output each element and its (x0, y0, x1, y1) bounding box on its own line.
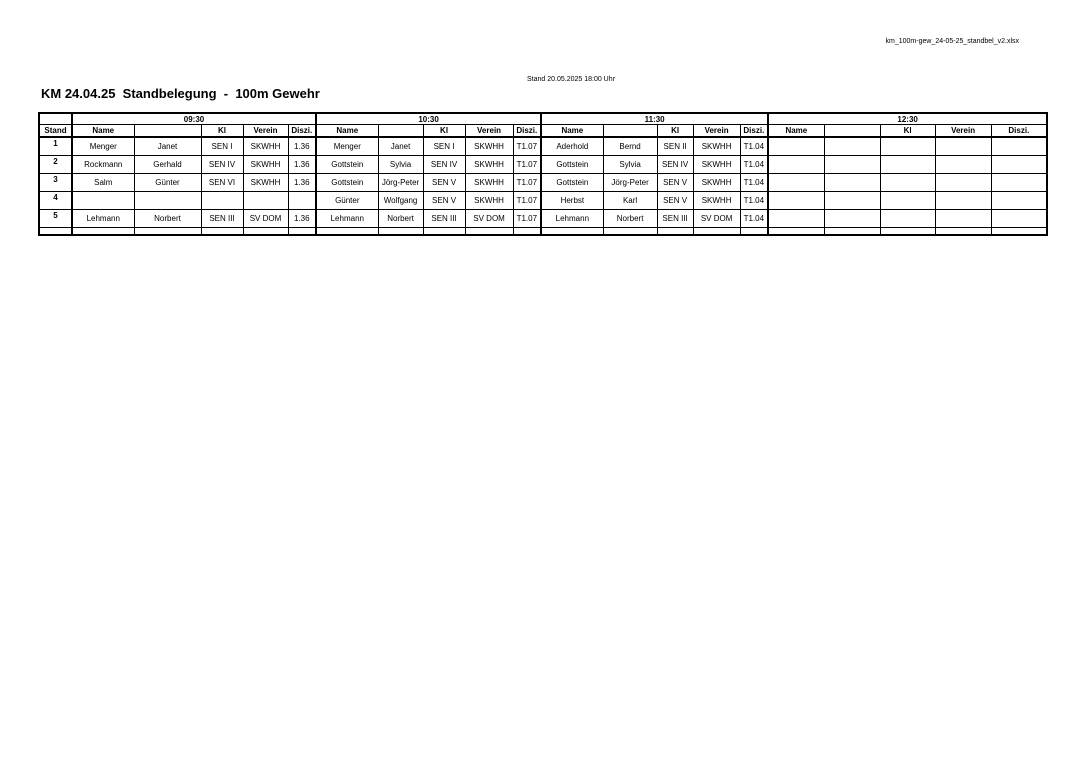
table-cell: SKWHH (693, 192, 740, 210)
table-cell (824, 210, 880, 228)
table-cell: Sylvia (603, 156, 657, 174)
column-header: Verein (465, 125, 513, 138)
table-cell: SV DOM (693, 210, 740, 228)
table-cell (465, 228, 513, 236)
table-cell: SEN V (657, 192, 693, 210)
table-cell: T1.07 (513, 210, 541, 228)
column-header-row (39, 125, 1047, 138)
table-cell (201, 228, 243, 236)
table-cell (72, 192, 134, 210)
table-cell (768, 174, 824, 192)
column-header: Kl (657, 125, 693, 138)
stand-column-header: Stand (39, 125, 72, 138)
table-row (39, 137, 1047, 156)
table-cell (880, 137, 935, 156)
table-cell: 1.36 (288, 174, 316, 192)
table-cell: T1.04 (740, 192, 768, 210)
table-cell: Menger (72, 137, 134, 156)
table-cell: SKWHH (693, 156, 740, 174)
table-cell (935, 156, 991, 174)
stand-number: 5 (39, 210, 72, 228)
table-cell (880, 210, 935, 228)
table-cell: SKWHH (243, 137, 288, 156)
table-cell (991, 156, 1047, 174)
table-cell (880, 174, 935, 192)
column-header: Name (72, 125, 134, 138)
table-cell (693, 228, 740, 236)
table-cell (768, 137, 824, 156)
table-cell: Gottstein (316, 156, 378, 174)
table-cell: Norbert (603, 210, 657, 228)
table-cell (991, 174, 1047, 192)
table-cell (880, 192, 935, 210)
corner-cell (39, 113, 72, 125)
table-cell: Jörg-Peter (603, 174, 657, 192)
table-cell: Rockmann (72, 156, 134, 174)
column-header: Diszi. (740, 125, 768, 138)
table-cell (288, 192, 316, 210)
column-header (603, 125, 657, 138)
column-header (378, 125, 423, 138)
table-cell (288, 228, 316, 236)
table-cell: Menger (316, 137, 378, 156)
table-cell (657, 228, 693, 236)
time-slot-header: 11:30 (541, 113, 768, 125)
table-cell: Jörg-Peter (378, 174, 423, 192)
time-slot-header: 10:30 (316, 113, 541, 125)
table-cell (603, 228, 657, 236)
table-cell: Bernd (603, 137, 657, 156)
table-cell: Herbst (541, 192, 603, 210)
table-cell: Gerhald (134, 156, 201, 174)
table-cell: T1.04 (740, 137, 768, 156)
table-cell (880, 156, 935, 174)
time-header-row (39, 113, 1047, 125)
standbelegung-table (38, 112, 1048, 236)
table-cell (134, 228, 201, 236)
column-header: Verein (935, 125, 991, 138)
column-header: Kl (880, 125, 935, 138)
table-cell: SEN VI (201, 174, 243, 192)
column-header: Diszi. (513, 125, 541, 138)
table-cell (991, 210, 1047, 228)
table-cell (541, 228, 603, 236)
table-cell: SEN IV (201, 156, 243, 174)
column-header: Name (768, 125, 824, 138)
table-cell (243, 228, 288, 236)
table-cell (316, 228, 378, 236)
column-header: Diszi. (288, 125, 316, 138)
table-row (39, 210, 1047, 228)
table-cell (513, 228, 541, 236)
table-row (39, 156, 1047, 174)
table-cell: T1.07 (513, 137, 541, 156)
table-cell: Gottstein (316, 174, 378, 192)
column-header: Name (316, 125, 378, 138)
file-name: km_100m-gew_24-05-25_standbel_v2.xlsx (885, 38, 1019, 45)
table-cell: SKWHH (693, 137, 740, 156)
time-slot-header: 09:30 (72, 113, 316, 125)
table-cell: SEN IV (657, 156, 693, 174)
table-cell: Günter (134, 174, 201, 192)
table-cell: SEN V (423, 174, 465, 192)
table-cell: T1.07 (513, 192, 541, 210)
table-cell: SV DOM (243, 210, 288, 228)
table-cell: Gottstein (541, 174, 603, 192)
table-cell: SEN I (423, 137, 465, 156)
stand-number: 4 (39, 192, 72, 210)
table-cell (243, 192, 288, 210)
table-cell (824, 174, 880, 192)
table-cell: SV DOM (465, 210, 513, 228)
table-cell: Janet (134, 137, 201, 156)
table-cell: Salm (72, 174, 134, 192)
stand-number: 3 (39, 174, 72, 192)
table-cell: T1.04 (740, 174, 768, 192)
table-row (39, 174, 1047, 192)
table-cell: SKWHH (465, 174, 513, 192)
table-cell (768, 192, 824, 210)
table-cell: Norbert (378, 210, 423, 228)
table-cell: T1.04 (740, 210, 768, 228)
table-cell (378, 228, 423, 236)
table-cell (991, 137, 1047, 156)
table-cell (39, 228, 72, 236)
table-cell (880, 228, 935, 236)
table-cell: 1.36 (288, 156, 316, 174)
table-cell: SEN III (201, 210, 243, 228)
table-cell: T1.04 (740, 156, 768, 174)
table-cell (935, 174, 991, 192)
column-header: Diszi. (991, 125, 1047, 138)
table-cell: Norbert (134, 210, 201, 228)
table-cell (72, 228, 134, 236)
table-cell (935, 210, 991, 228)
table-cell: SEN V (423, 192, 465, 210)
table-cell: SEN III (423, 210, 465, 228)
column-header: Verein (243, 125, 288, 138)
column-header (134, 125, 201, 138)
table-cell: SEN IV (423, 156, 465, 174)
table-cell (991, 228, 1047, 236)
table-cell: Lehmann (72, 210, 134, 228)
table-cell (824, 192, 880, 210)
table-cell (935, 137, 991, 156)
table-cell (935, 192, 991, 210)
table-cell (991, 192, 1047, 210)
stand-number: 1 (39, 137, 72, 156)
column-header (824, 125, 880, 138)
table-cell (134, 192, 201, 210)
table-cell: T1.07 (513, 156, 541, 174)
table-cell (740, 228, 768, 236)
empty-row (39, 228, 1047, 236)
table-cell: SKWHH (465, 192, 513, 210)
table-cell (423, 228, 465, 236)
table-cell: SKWHH (243, 156, 288, 174)
table-cell (824, 137, 880, 156)
page-title: KM 24.04.25 Standbelegung - 100m Gewehr (41, 86, 320, 101)
table-cell (768, 156, 824, 174)
table-cell: SEN III (657, 210, 693, 228)
table-cell: 1.36 (288, 137, 316, 156)
column-header: Kl (423, 125, 465, 138)
table-cell: Sylvia (378, 156, 423, 174)
table-cell: SKWHH (693, 174, 740, 192)
table-cell: Wolfgang (378, 192, 423, 210)
table-cell: Karl (603, 192, 657, 210)
column-header: Name (541, 125, 603, 138)
time-slot-header: 12:30 (768, 113, 1047, 125)
table-cell (201, 192, 243, 210)
table-cell: 1.36 (288, 210, 316, 228)
table-cell: Janet (378, 137, 423, 156)
stand-number: 2 (39, 156, 72, 174)
table-row (39, 192, 1047, 210)
table-cell: Lehmann (541, 210, 603, 228)
table-cell (768, 210, 824, 228)
table-cell: SEN II (657, 137, 693, 156)
table-cell: SEN V (657, 174, 693, 192)
table-cell (935, 228, 991, 236)
column-header: Verein (693, 125, 740, 138)
table-cell: Günter (316, 192, 378, 210)
table-cell: T1.07 (513, 174, 541, 192)
table-cell: Gottstein (541, 156, 603, 174)
table-cell: Lehmann (316, 210, 378, 228)
column-header: Kl (201, 125, 243, 138)
table-cell: SKWHH (465, 156, 513, 174)
stand-timestamp: Stand 20.05.2025 18:00 Uhr (527, 76, 615, 83)
table-cell (824, 156, 880, 174)
table-cell (824, 228, 880, 236)
table-cell (768, 228, 824, 236)
table-cell: Aderhold (541, 137, 603, 156)
table-cell: SKWHH (465, 137, 513, 156)
table-cell: SEN I (201, 137, 243, 156)
table-cell: SKWHH (243, 174, 288, 192)
